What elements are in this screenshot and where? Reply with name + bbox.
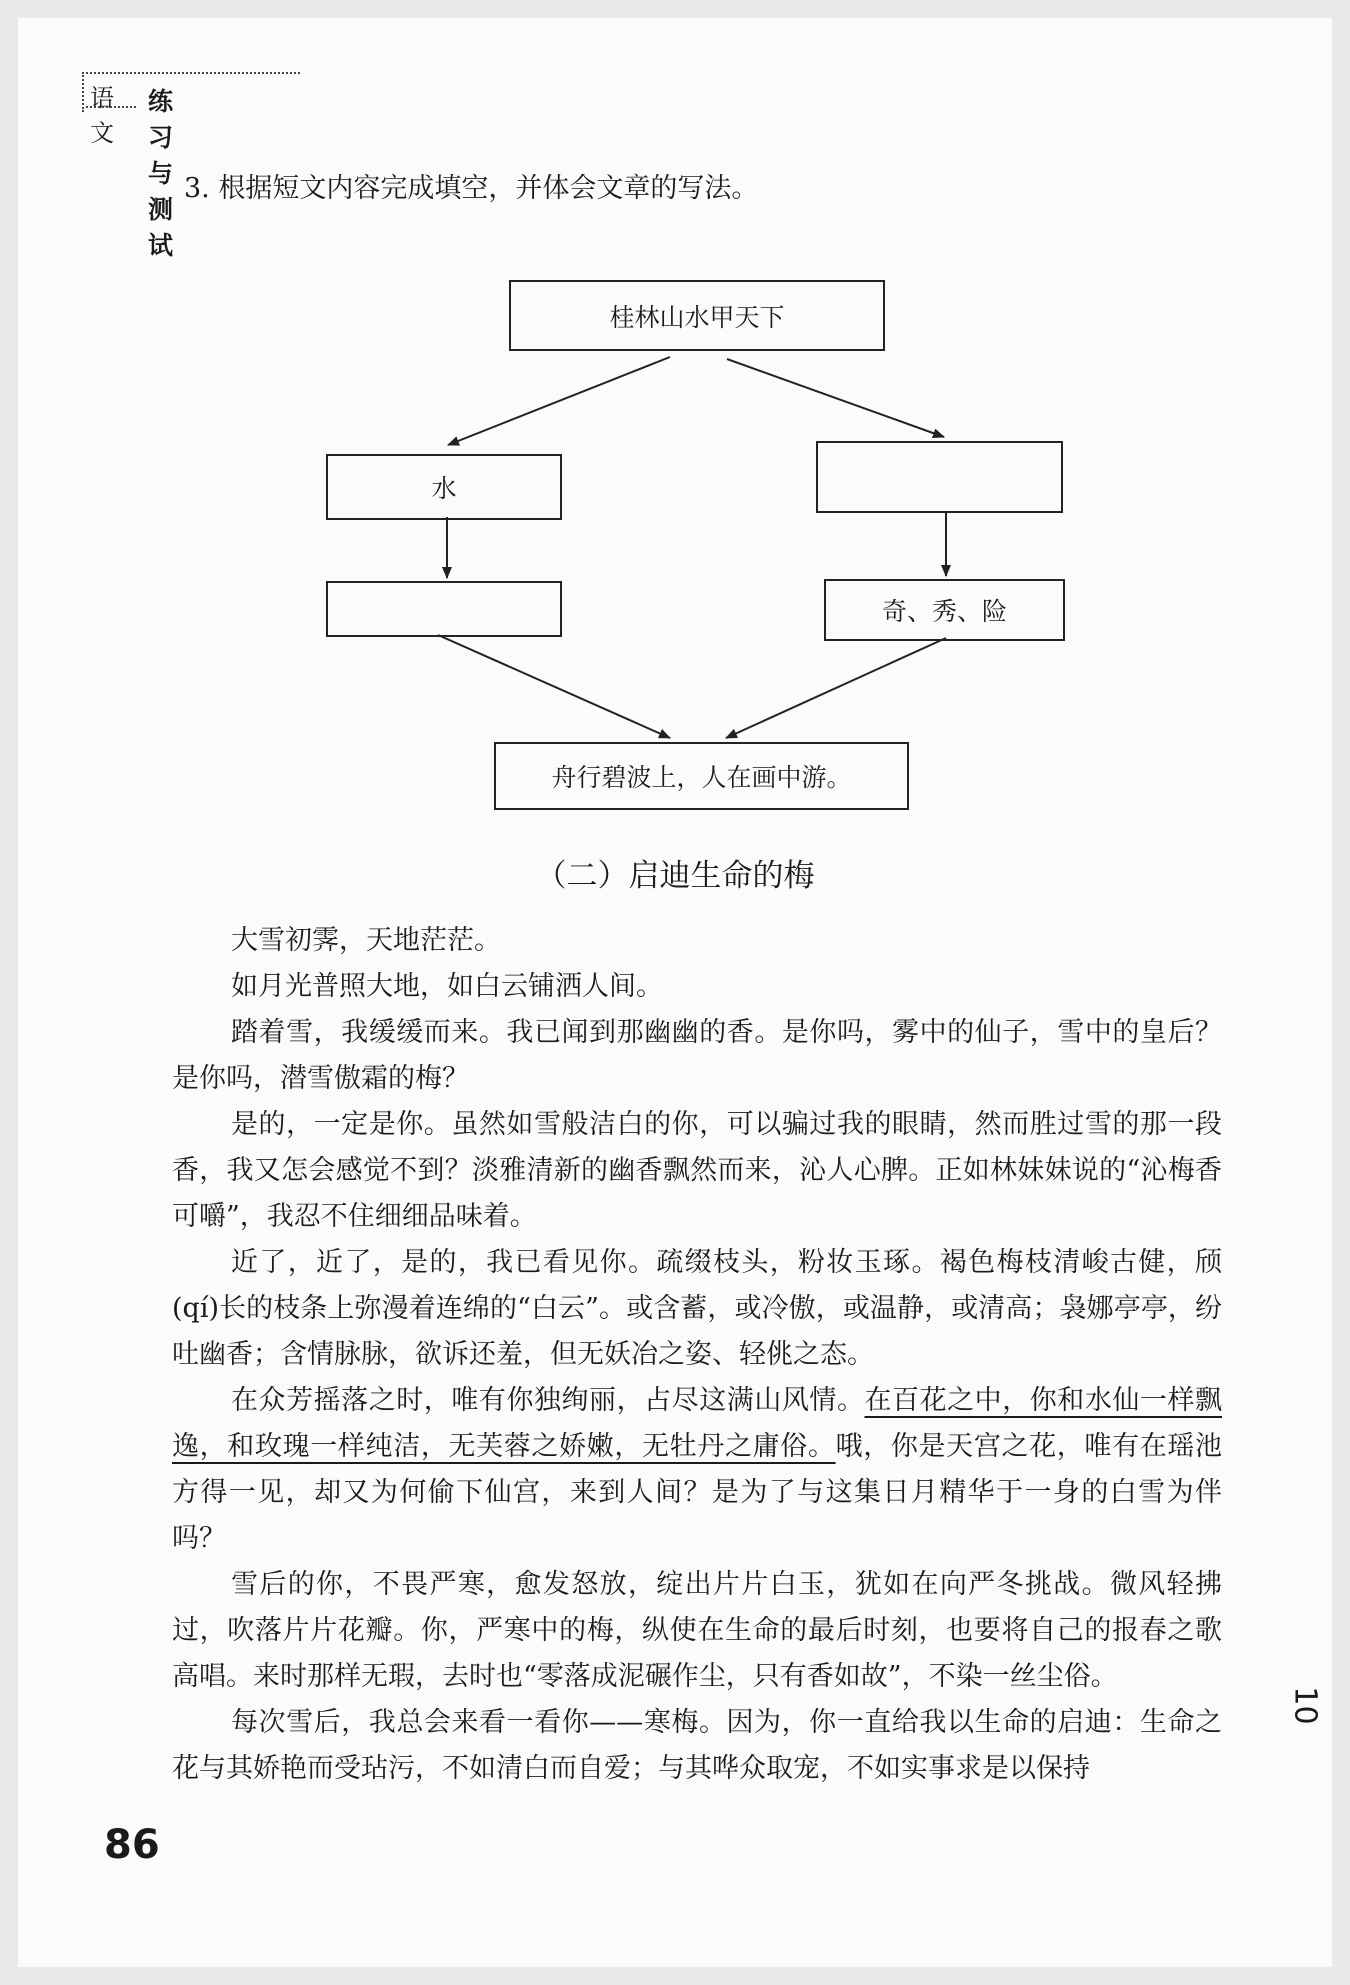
passage-paragraph: 是的，一定是你。虽然如雪般洁白的你，可以骗过我的眼睛，然而胜过雪的那一段香，我又怎会感觉不到？淡雅清新的幽香飘然而来，沁人心脾。正如林妹妹说的“沁梅香可嚼”，我忍不住细细品味着。 <box>172 1109 1222 1232</box>
diagram-left-upper-box: 水 <box>326 454 562 520</box>
diagram-top-box: 桂林山水甲天下 <box>509 280 885 351</box>
passage-sentence: 哦，你是天宫之花，唯有在瑶池方得一见，却又为何偷下仙宫，来到人间？是为了与这集日月精华于一身的白雪为伴吗？ <box>172 1431 1223 1554</box>
passage-paragraph: 踏着雪，我缓缓而来。我已闻到那幽幽的香。是你吗，雾中的仙子，雪中的皇后？是你吗，潜雪傲霜的梅？ <box>172 1017 1222 1094</box>
flow-diagram <box>0 0 1350 830</box>
passage-paragraph: 大雪初霁，天地茫茫。 <box>231 925 501 956</box>
passage <box>172 918 1222 1792</box>
passage-sentence: 在众芳摇落之时，唯有你独绚丽，占尽这满山风情。 <box>231 1385 865 1416</box>
diagram-right-lower-box: 奇、秀、险 <box>824 579 1065 641</box>
arrow-right-bottom <box>726 638 946 738</box>
underlined-sentence: 在百花之中，你和水仙一样飘逸，和玫瑰一样纯洁，无芙蓉之娇嫩，无牡丹之庸俗。 <box>172 1385 1223 1462</box>
header-title: 练习与测试 <box>148 87 184 260</box>
page-number: 86 <box>104 1822 160 1868</box>
arrow-left-bottom <box>438 635 670 738</box>
diagram-left-lower-box <box>326 581 562 637</box>
arrow-top-left <box>448 357 670 445</box>
passage-paragraph: 雪后的你，不畏严寒，愈发怒放，绽出片片白玉，犹如在向严冬挑战。微风轻拂过，吹落片片花瓣。你，严寒中的梅，纵使在生命的最后时刻，也要将自己的报春之歌高唱。来时那样无瑕，去时也“零落成泥碾作尘，只有香如故”，不染一丝尘俗。 <box>172 1569 1222 1692</box>
header-subject: 语文 <box>90 84 116 147</box>
diagram-bottom-box: 舟行碧波上，人在画中游。 <box>494 742 909 810</box>
passage-paragraph: 如月光普照大地，如白云铺洒人间。 <box>231 971 663 1002</box>
arrow-top-right <box>727 359 944 437</box>
section-title: （二）启迪生命的梅 <box>535 858 815 894</box>
passage-paragraph-6 <box>172 1378 1222 1562</box>
passage-paragraph: 每次雪后，我总会来看一看你——寒梅。因为，你一直给我以生命的启迪：生命之花与其娇艳而受玷污，不如清白而自爱；与其哗众取宠，不如实事求是以保持 <box>172 1707 1222 1784</box>
margin-mark: 10 <box>1287 1686 1323 1725</box>
passage-paragraph: 近了，近了，是的，我已看见你。疏缀枝头，粉妆玉琢。褐色梅枝清峻古健，颀(qí)长的枝条上弥漫着连绵的“白云”。或含蓄，或冷傲，或温静，或清高；袅娜亭亭，纷吐幽香；含情脉脉，欲诉还羞，但无妖冶之姿、轻佻之态。 <box>172 1247 1222 1370</box>
question-3: 3. 根据短文内容完成填空，并体会文章的写法。 <box>184 173 759 204</box>
diagram-right-upper-box <box>816 441 1063 513</box>
